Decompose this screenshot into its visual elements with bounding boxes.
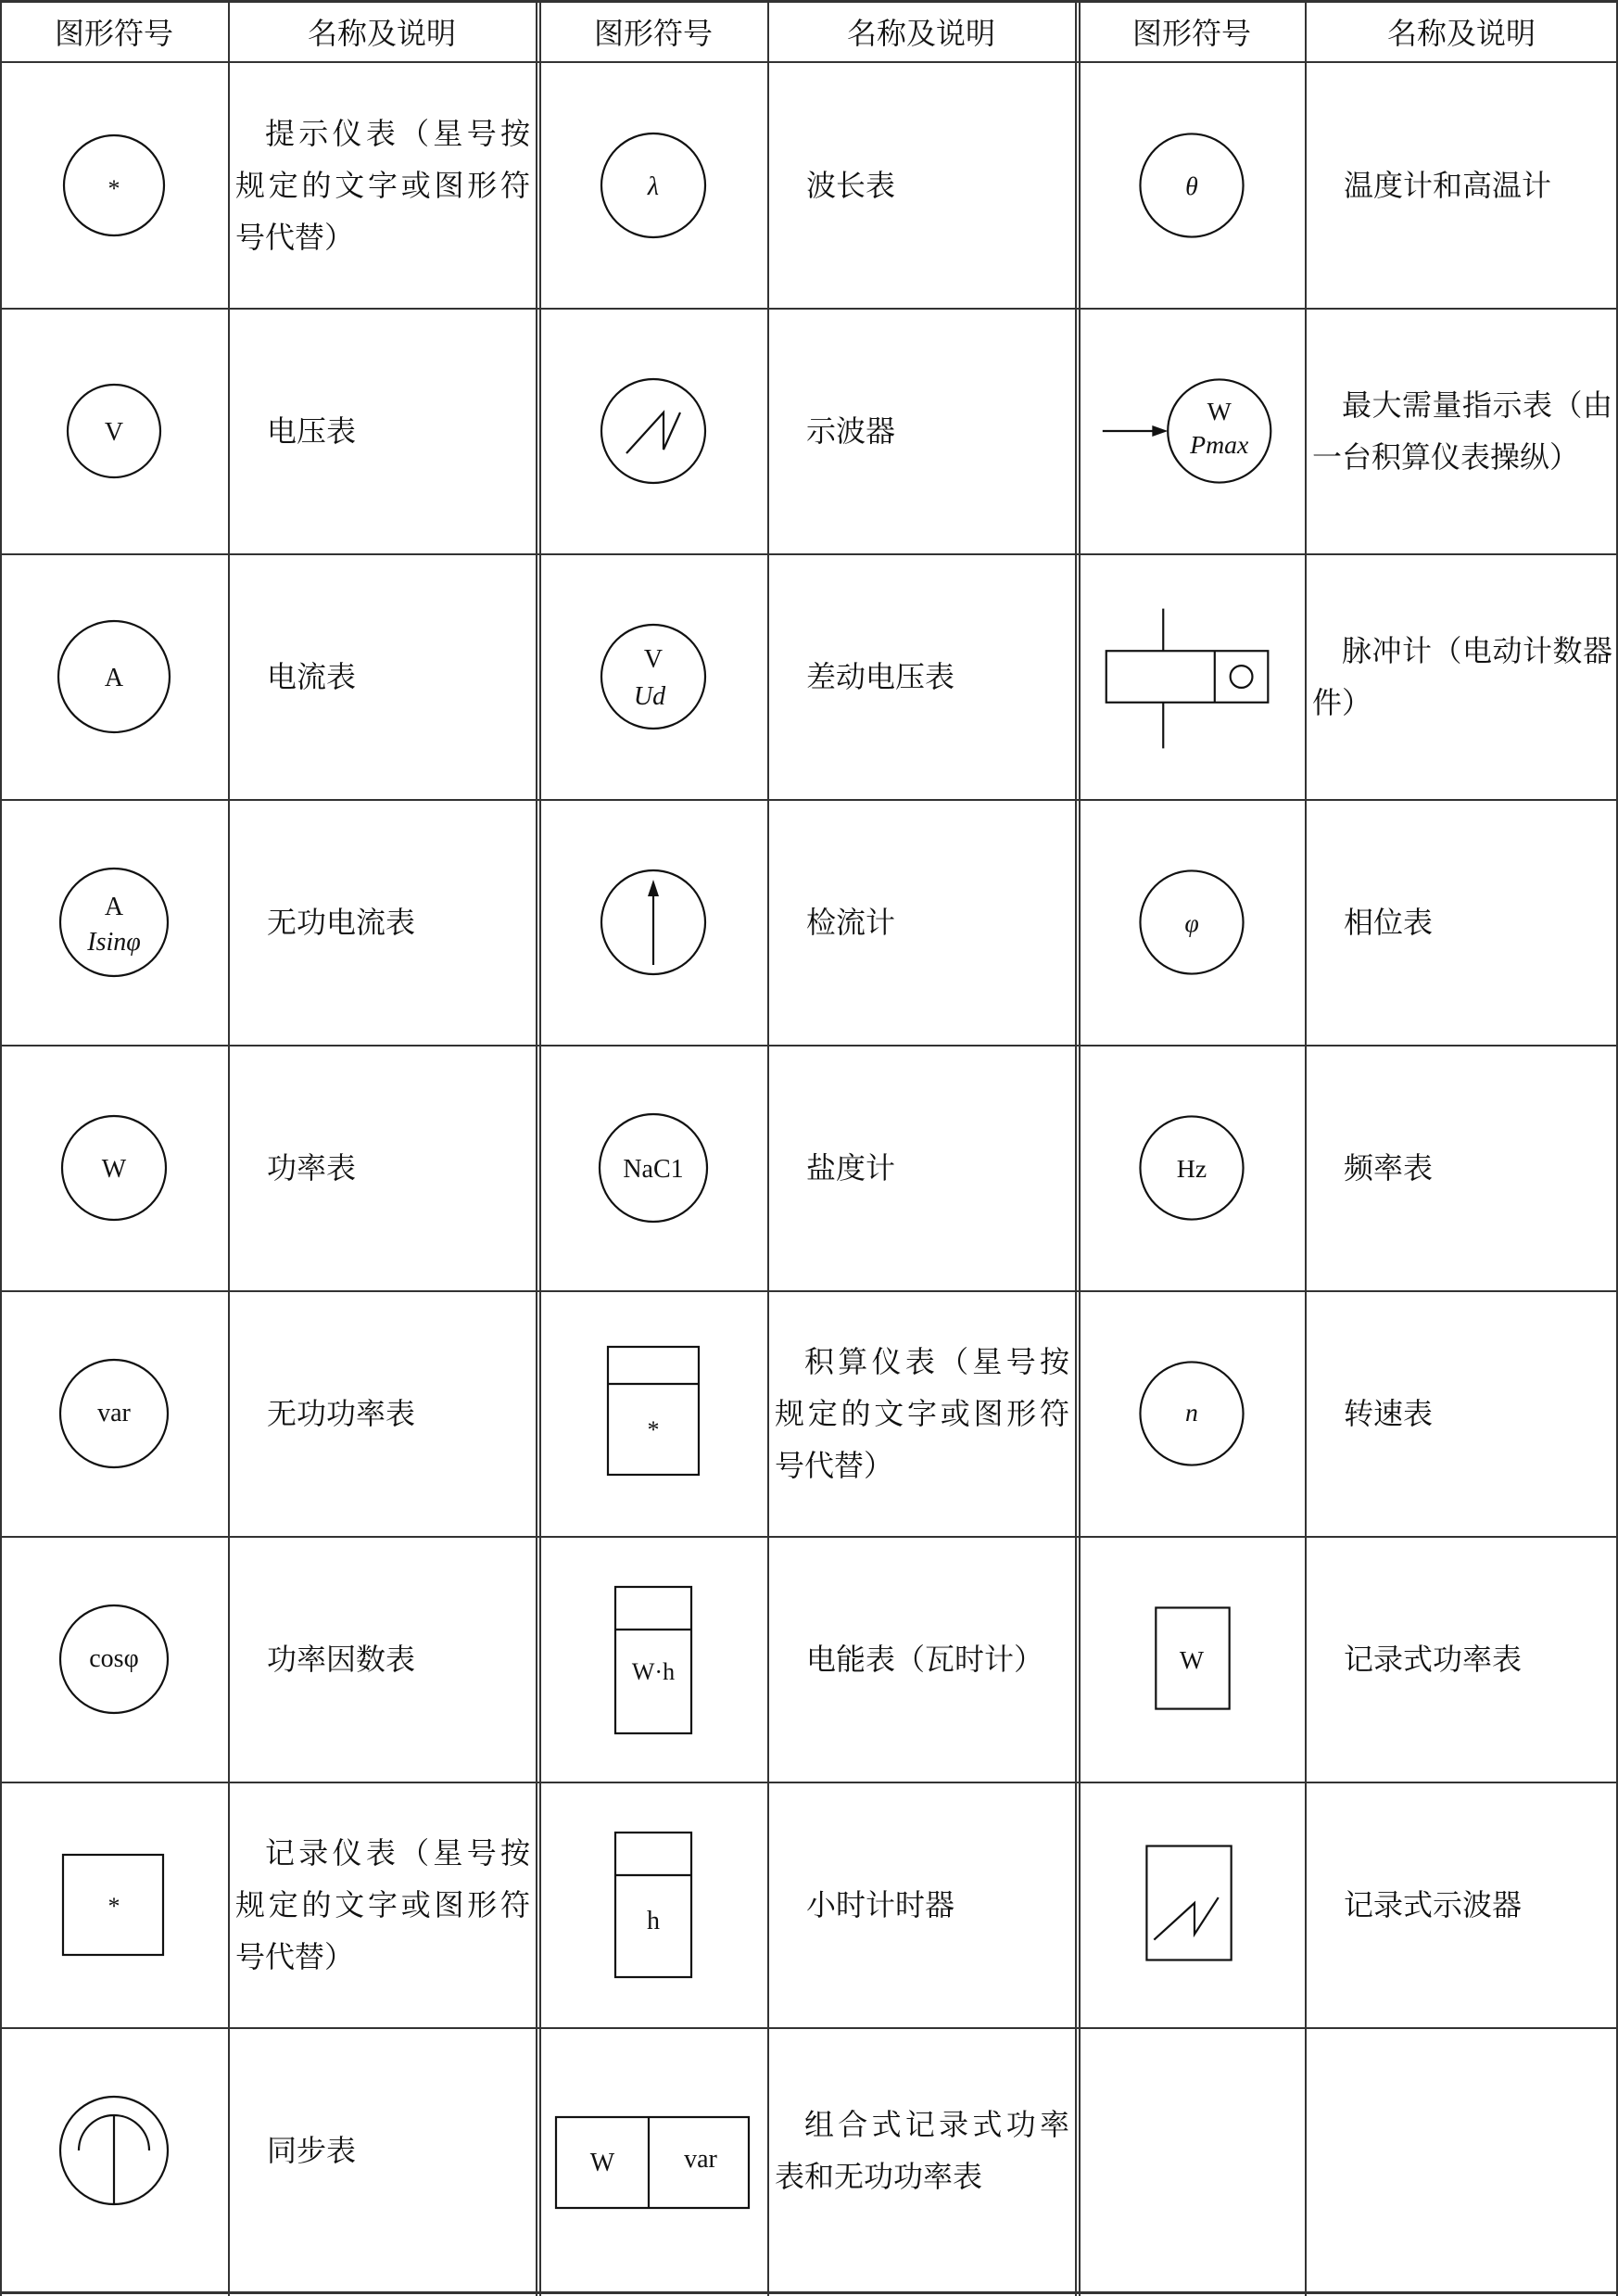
description-cell — [1312, 2028, 1612, 2273]
symbol-cell — [539, 309, 767, 553]
symbol-label: W — [101, 1155, 127, 1184]
symbol-label: λ — [647, 172, 660, 201]
description-cell — [775, 1782, 1069, 2027]
table-border-bottom — [0, 2291, 1618, 2294]
symbol-label: Pmax — [1190, 430, 1249, 460]
recording-instrument-icon — [0, 1782, 228, 2027]
recording-wattmeter-icon — [1079, 1537, 1305, 1782]
reactive-ammeter-icon — [0, 800, 228, 1045]
symbol-label: cosφ — [89, 1644, 139, 1673]
symbol-label: Hz — [1176, 1154, 1207, 1184]
symbol-label: V — [643, 645, 664, 674]
max-demand-indicator-icon — [1079, 309, 1305, 553]
description-cell — [775, 1291, 1069, 1536]
column-divider — [767, 0, 769, 2296]
symbol-cell — [539, 2028, 767, 2273]
description-cell — [235, 309, 530, 553]
symbol-cell — [1079, 1782, 1305, 2027]
ammeter-icon — [0, 554, 228, 799]
description-text: 记录式示波器 — [1344, 1887, 1523, 1922]
symbol-label: V — [104, 418, 124, 447]
description-cell — [775, 1046, 1069, 1290]
symbol-label: Ud — [633, 682, 666, 711]
symbol-cell — [0, 1046, 228, 1290]
frequency-meter-icon — [1079, 1046, 1305, 1290]
symbol-label: Isinφ — [87, 928, 141, 957]
description-text: 积算仪表（星号按规定的文字或图形符号代替） — [775, 1344, 1069, 1483]
description-cell — [775, 2028, 1069, 2273]
empty-symbol-cell — [1079, 2028, 1305, 2273]
description-text: 记录式功率表 — [1344, 1642, 1523, 1677]
symbol-cell — [0, 1291, 228, 1536]
galvanometer-icon — [539, 800, 767, 1045]
pulse-counter-icon — [1079, 554, 1305, 799]
symbol-cell — [1079, 1046, 1305, 1290]
description-cell — [775, 554, 1069, 799]
symbol-label: NaC1 — [623, 1155, 684, 1184]
symbol-label: * — [107, 1893, 120, 1920]
description-text: 转速表 — [1344, 1396, 1434, 1431]
symbol-cell — [0, 2028, 228, 2273]
symbol-cell — [0, 800, 228, 1045]
description-cell — [775, 309, 1069, 553]
hour-meter-icon — [539, 1782, 767, 2027]
column-divider — [1305, 0, 1307, 2296]
header-symbol: 图形符号 — [1131, 16, 1251, 51]
voltmeter-icon — [0, 309, 228, 553]
description-text: 功率表 — [267, 1150, 357, 1186]
symbol-cell — [539, 1291, 767, 1536]
symbol-label: θ — [1185, 171, 1198, 201]
description-cell — [1312, 1291, 1612, 1536]
description-text: 检流计 — [806, 905, 896, 940]
indicating-instrument-icon — [0, 63, 228, 308]
description-text: 功率因数表 — [267, 1642, 416, 1677]
symbol-cell — [0, 1537, 228, 1782]
column-divider — [536, 0, 537, 2296]
description-text: 组合式记录式功率表和无功功率表 — [775, 2107, 1069, 2194]
description-text: 小时计时器 — [806, 1887, 955, 1922]
combined-recording-meter-icon — [539, 2028, 767, 2273]
description-text: 电压表 — [267, 413, 357, 449]
description-cell — [1312, 800, 1612, 1045]
differential-voltmeter-icon — [539, 554, 767, 799]
salinometer-icon — [539, 1046, 767, 1290]
power-factor-meter-icon — [0, 1537, 228, 1782]
symbol-label: n — [1185, 1398, 1198, 1427]
symbol-label: h — [647, 1907, 660, 1935]
header-description: 名称及说明 — [307, 16, 456, 51]
symbol-label: W — [589, 2149, 615, 2177]
description-cell — [1312, 63, 1612, 308]
header-description: 名称及说明 — [846, 16, 995, 51]
description-text: 盐度计 — [806, 1150, 896, 1186]
symbol-cell — [539, 554, 767, 799]
synchroscope-icon — [0, 2028, 228, 2273]
symbol-label: * — [647, 1416, 660, 1443]
description-cell — [235, 554, 530, 799]
description-text: 电能表（瓦时计） — [806, 1642, 1044, 1677]
integrating-instrument-icon — [539, 1291, 767, 1536]
description-cell — [235, 1537, 530, 1782]
description-text: 同步表 — [267, 2133, 357, 2168]
description-text: 波长表 — [806, 168, 896, 203]
symbol-cell — [1079, 1291, 1305, 1536]
symbol-label: A — [104, 664, 124, 692]
symbol-label: W — [1179, 1645, 1205, 1675]
symbol-cell — [1079, 63, 1305, 308]
description-text: 频率表 — [1344, 1150, 1434, 1186]
description-cell — [775, 1537, 1069, 1782]
symbol-cell — [539, 63, 767, 308]
symbol-label: φ — [1184, 908, 1199, 938]
symbol-cell — [1079, 554, 1305, 799]
empty-cell — [1079, 2028, 1305, 2273]
wattmeter-icon — [0, 1046, 228, 1290]
symbol-label: var — [97, 1399, 131, 1427]
description-cell — [235, 800, 530, 1045]
description-text: 提示仪表（星号按规定的文字或图形符号代替） — [235, 116, 530, 255]
header-symbol: 图形符号 — [593, 16, 713, 51]
symbol-cell — [539, 800, 767, 1045]
wavemeter-icon — [539, 63, 767, 308]
watt-hour-meter-icon — [539, 1537, 767, 1782]
description-text: 最大需量指示表（由一台积算仪表操纵） — [1312, 387, 1612, 475]
description-text: 温度计和高温计 — [1344, 168, 1552, 203]
symbol-cell — [0, 554, 228, 799]
description-text: 无功功率表 — [267, 1396, 416, 1431]
symbol-cell — [0, 309, 228, 553]
phase-meter-icon — [1079, 800, 1305, 1045]
description-cell — [235, 1291, 530, 1536]
description-text: 无功电流表 — [267, 905, 416, 940]
thermometer-icon — [1079, 63, 1305, 308]
description-text: 差动电压表 — [806, 659, 955, 694]
description-cell — [1312, 1537, 1612, 1782]
description-cell — [235, 1046, 530, 1290]
tachometer-icon — [1079, 1291, 1305, 1536]
description-cell — [1312, 1782, 1612, 2027]
description-cell — [235, 1782, 530, 2027]
description-text: 示波器 — [806, 413, 896, 449]
column-divider — [1075, 0, 1077, 2296]
description-text: 记录仪表（星号按规定的文字或图形符号代替） — [235, 1835, 530, 1974]
description-text: 电流表 — [267, 659, 357, 694]
oscilloscope-icon — [539, 309, 767, 553]
description-cell — [235, 63, 530, 308]
description-cell — [775, 800, 1069, 1045]
symbol-cell — [1079, 1537, 1305, 1782]
description-cell — [1312, 554, 1612, 799]
description-cell — [775, 63, 1069, 308]
column-divider — [228, 0, 230, 2296]
symbol-cell — [0, 63, 228, 308]
description-text: 脉冲计（电动计数器件） — [1312, 633, 1612, 720]
symbol-cell — [0, 1782, 228, 2027]
recording-oscilloscope-icon — [1079, 1782, 1305, 2027]
symbol-label: * — [107, 175, 120, 202]
symbol-label: A — [104, 893, 124, 921]
symbol-cell — [539, 1537, 767, 1782]
symbol-cell — [1079, 800, 1305, 1045]
description-cell — [1312, 1046, 1612, 1290]
description-cell — [1312, 309, 1612, 553]
description-text: 相位表 — [1344, 905, 1434, 940]
symbol-cell — [539, 1046, 767, 1290]
symbol-cell — [539, 1782, 767, 2027]
symbol-label: var — [684, 2145, 717, 2174]
description-cell — [235, 2028, 530, 2273]
symbol-label: W·h — [631, 1658, 676, 1685]
varmeter-icon — [0, 1291, 228, 1536]
symbol-cell — [1079, 309, 1305, 553]
symbol-label: W — [1207, 398, 1232, 427]
header-symbol: 图形符号 — [54, 16, 173, 51]
header-description: 名称及说明 — [1386, 16, 1536, 51]
